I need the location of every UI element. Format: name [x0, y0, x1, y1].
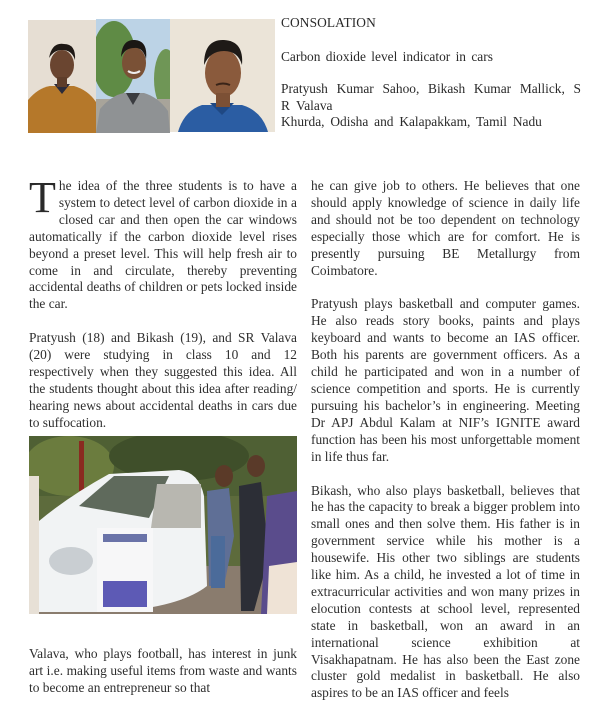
project-title: Carbon dioxide level indicator in cars — [281, 48, 493, 64]
article-right-column — [311, 178, 580, 702]
portrait-photo-pratyush — [28, 20, 96, 133]
article-left-column-bottom — [29, 646, 297, 697]
location: Khurda, Odisha and Kalapakkam, Tamil Nadu — [281, 114, 542, 129]
paragraph-bikash: Bikash, who also plays basketball, believes that he has the capacity to break a bigger problem into small ones and then solve them. His father is in government service while his mother is a housewife. His other two siblings are students like him. As a child, he invested a lot of time in extracurricular activities and won many prizes in elocution contests at school level, represented state in basketball, won an award in an international science exhibition at Visakhapatnam. He has also been the East zone cluster gold medalist in basketball. He also aspires to be an IAS officer and feels — [311, 482, 580, 701]
paragraph-valava: Valava, who plays football, has interest in junk art i.e. making useful items from waste and wants to become an entrepreneur so that — [29, 646, 297, 695]
award-category: CONSOLATION — [281, 15, 376, 30]
paragraph-valava-cont: he can give job to others. He believes that one should apply knowledge of science in daily life and should not be too dependent on technology especially those which are for comfort. He is presently pursuing BE Metallurgy from Coimbatore. — [311, 178, 580, 278]
paragraph-students: Pratyush (18) and Bikash (19), and SR Valava (20) were studying in class 10 and 12 respectively when they suggested this idea. All the students thought about this idea after reading/ hearing news about accidental deaths in cars due to suffocation. — [29, 330, 297, 430]
paragraph-pratyush: Pratyush plays basketball and computer games. He also reads story books, paints and plays keyboard and wants to become an IAS officer. Both his parents are government officers. As a child he participated and won in a number of science competition and sports. He is currently pursuing his bachelor’s in engineering. Meeting Dr APJ Abdul Kalam at NIF’s IGNITE award function has been his most unforgettable moment in life thus far. — [311, 296, 580, 464]
authors: Pratyush Kumar Sahoo, Bikash Kumar Mallick, S R Valava — [281, 81, 581, 113]
paragraph-intro: The idea of the three students is to have a system to detect level of carbon dioxide in a closed car and then open the car windows automatically if the carbon dioxide level rises beyond a preset level. This will help fresh air to come in and circulate, thereby preventing accidental deaths of children or pets locked inside the car. — [29, 173, 297, 312]
article-left-column — [29, 173, 297, 432]
entry-header — [281, 15, 581, 131]
drop-cap: T — [29, 173, 56, 222]
portrait-photo-valava — [170, 19, 275, 132]
car-demo-photo — [29, 436, 297, 614]
portrait-photo-bikash — [96, 19, 170, 133]
